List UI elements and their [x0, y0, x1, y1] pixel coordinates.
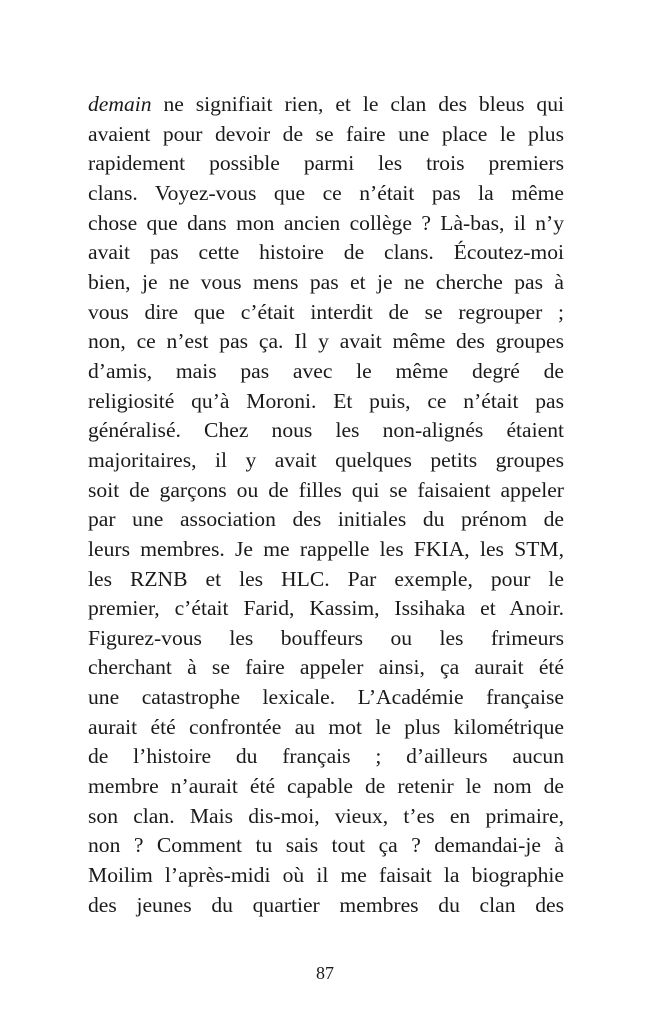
text-line [88, 90, 564, 120]
text-line: son clan. Mais dis-moi, vieux, t’es en primaire, [88, 803, 564, 828]
text-line: avaient pour devoir de se faire une place le plus [88, 121, 564, 146]
text-line: Moilim l’après-midi où il me faisait la biographie [88, 863, 564, 888]
text-line: non, ce n’est pas ça. Il y avait même des groupes [88, 329, 564, 354]
text-line: non ? Comment tu sais tout ça ? demandai-je à [88, 833, 564, 858]
text-line: leurs membres. Je me rappelle les FKIA, les STM, [88, 536, 564, 561]
body-text [88, 90, 564, 920]
text-line: religiosité qu’à Moroni. Et puis, ce n’était pas [88, 388, 564, 413]
text-line: par une association des initiales du prénom de [88, 507, 564, 532]
text-line: bien, je ne vous mens pas et je ne cherche pas à [88, 269, 564, 294]
text-line: généralisé. Chez nous les non-alignés étaient [88, 418, 564, 443]
text-line: une catastrophe lexicale. L’Académie française [88, 685, 564, 710]
text-line: chose que dans mon ancien collège ? Là-bas, il n’y [88, 210, 564, 235]
text-line: Figurez-vous les bouffeurs ou les frimeurs [88, 625, 564, 650]
text-line: de l’histoire du français ; d’ailleurs aucun [88, 744, 564, 769]
text-line: les RZNB et les HLC. Par exemple, pour le [88, 566, 564, 591]
text-line: majoritaires, il y avait quelques petits groupes [88, 447, 564, 472]
text-line: membre n’aurait été capable de retenir le nom de [88, 774, 564, 799]
text-line: d’amis, mais pas avec le même degré de [88, 358, 564, 383]
text-line: soit de garçons ou de filles qui se faisaient appeler [88, 477, 564, 502]
text-line: vous dire que c’était interdit de se regrouper ; [88, 299, 564, 324]
text-line: clans. Voyez-vous que ce n’était pas la même [88, 180, 564, 205]
text-line: premier, c’était Farid, Kassim, Issihaka et Anoir. [88, 596, 564, 621]
text-line: aurait été confrontée au mot le plus kilométrique [88, 714, 564, 739]
text-line: avait pas cette histoire de clans. Écoutez-moi [88, 240, 564, 265]
italic-word: demain [88, 92, 152, 116]
page-number: 87 [316, 963, 334, 983]
text-line: des jeunes du quartier membres du clan des [88, 892, 564, 917]
text-line: cherchant à se faire appeler ainsi, ça aurait été [88, 655, 564, 680]
line-rest: ne signifiait rien, et le clan des bleus qui [151, 92, 564, 116]
text-line: rapidement possible parmi les trois premiers [88, 151, 564, 176]
